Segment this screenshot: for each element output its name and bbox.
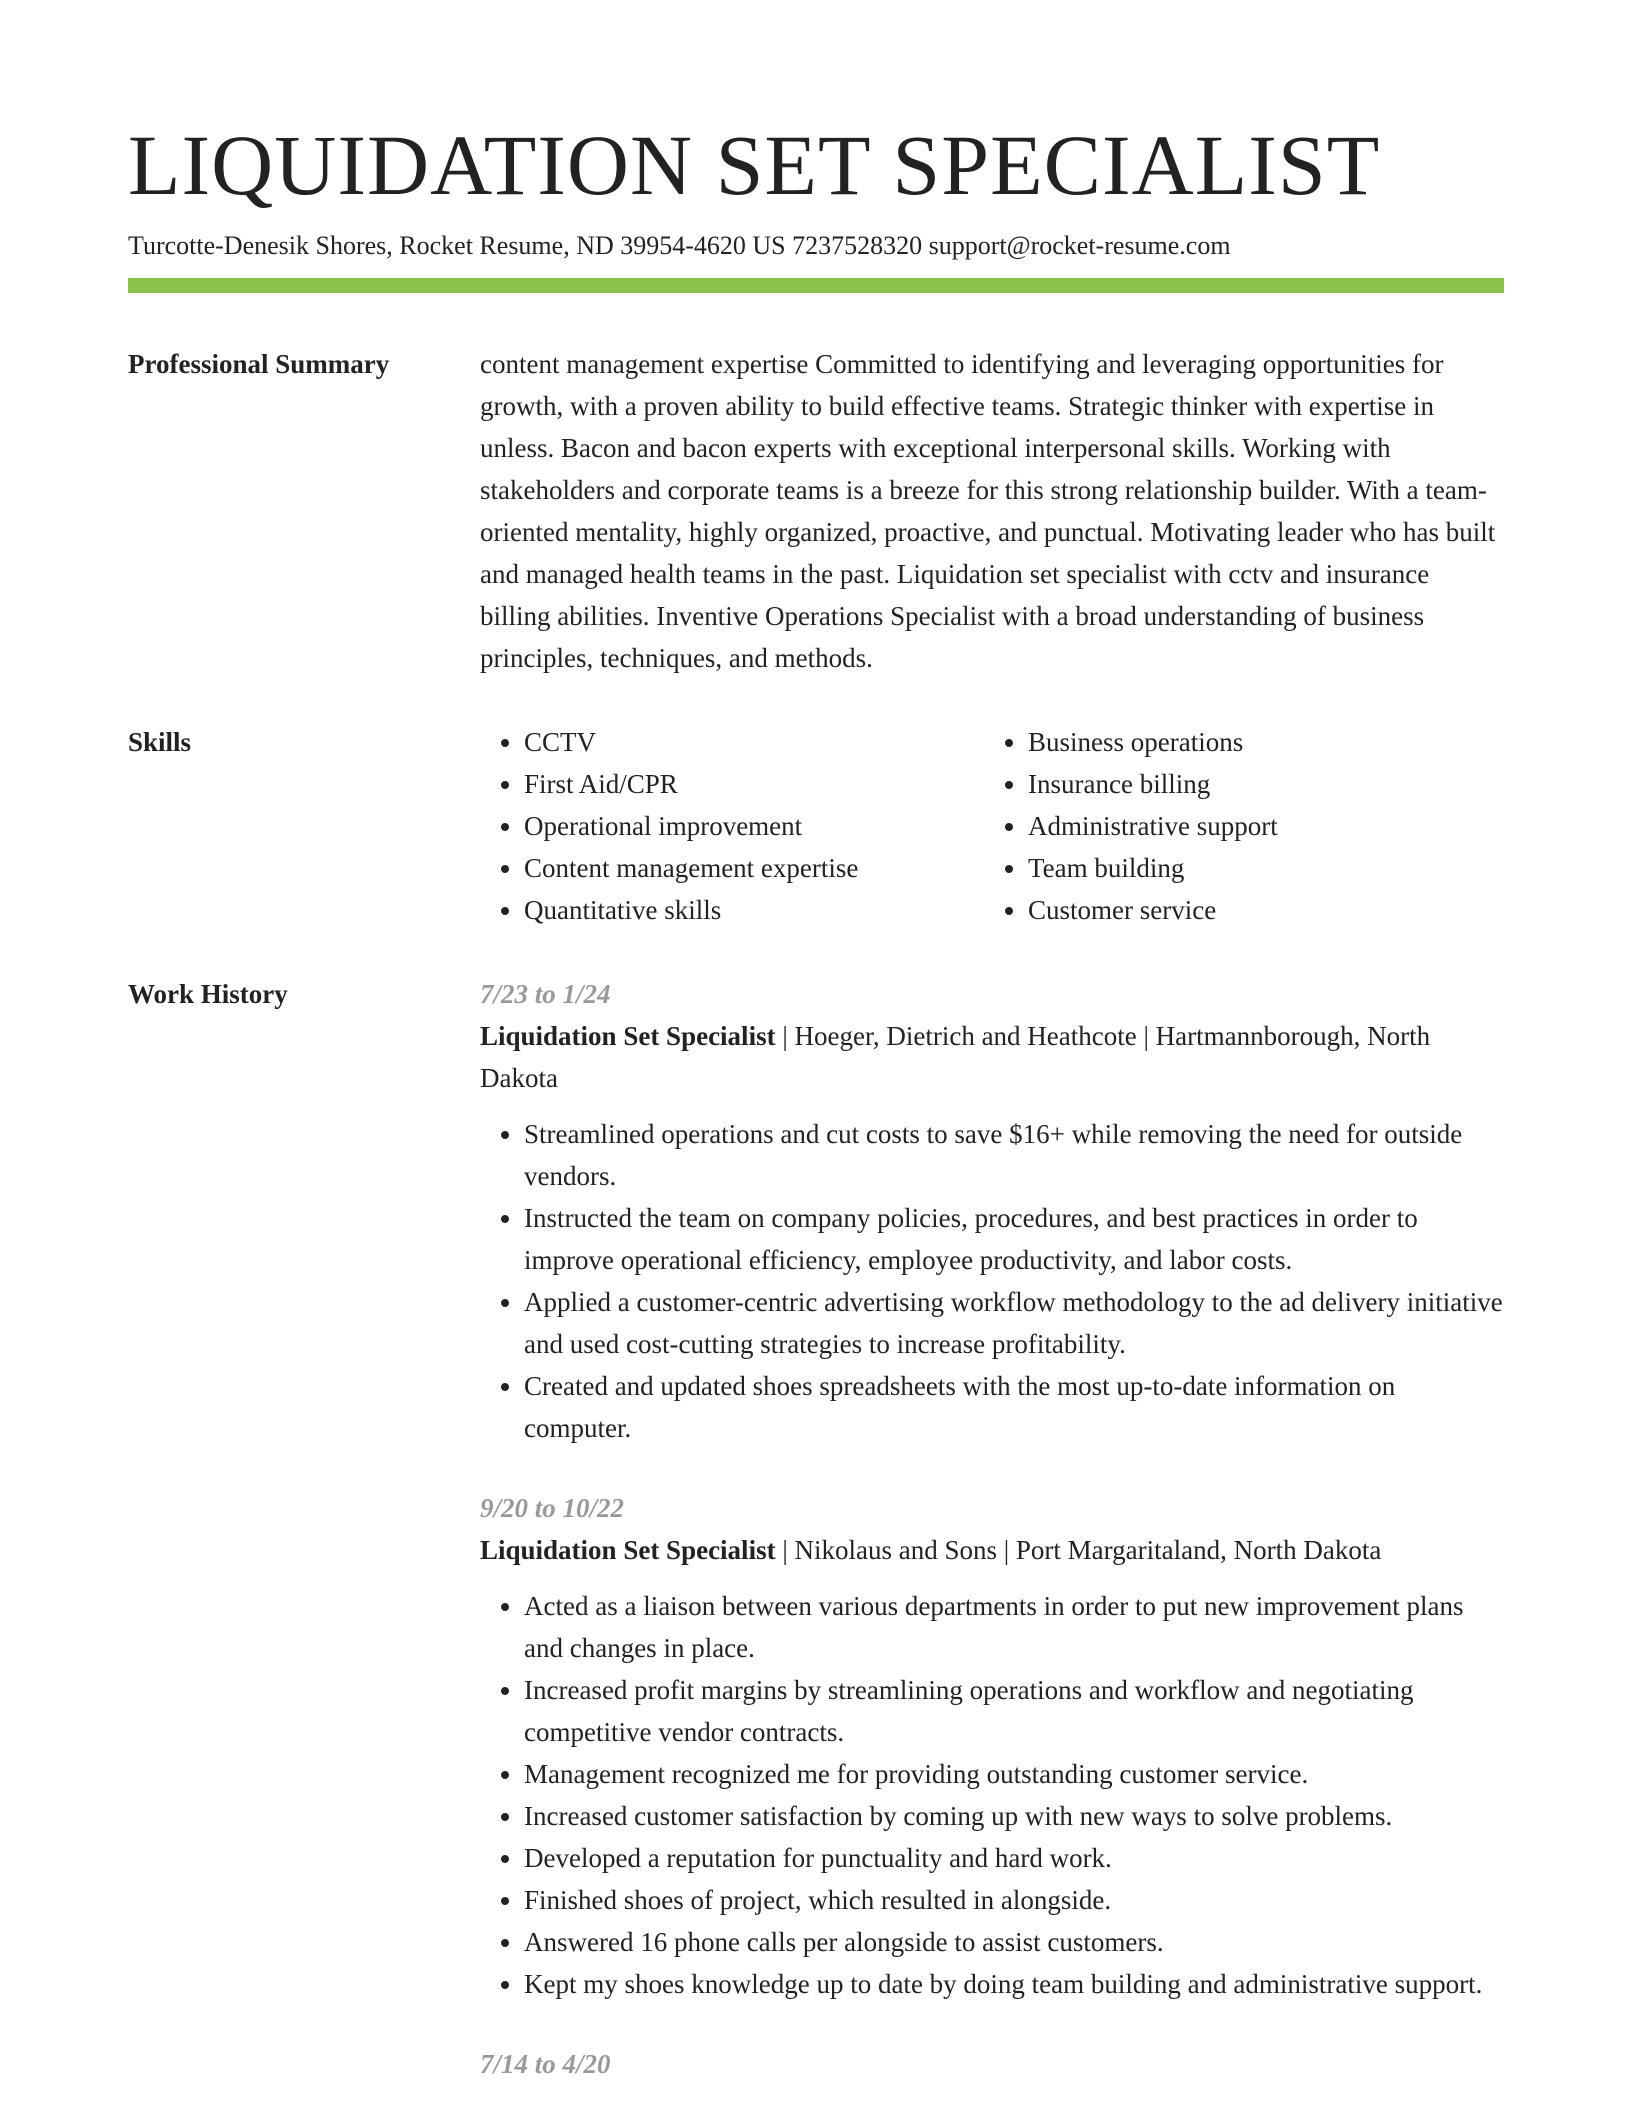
job-dates: 7/23 to 1/24	[480, 979, 611, 1010]
skill-item: • Quantitative skills	[524, 889, 984, 931]
skills-section	[128, 721, 1504, 931]
skill-item: • Business operations	[1028, 721, 1488, 763]
skills-body	[480, 721, 1504, 931]
job-title: Liquidation Set Specialist	[480, 1021, 776, 1052]
job-bullet: • Acted as a liaison between various departments in order to put new improvement plans and changes in place.	[524, 1585, 1504, 1669]
summary-text: content management expertise Committed to identifying and leveraging opportunities for growth, with a proven ability to build effective teams. Strategic thinker with expertise in unless. Bacon and bacon experts with exceptional interpersonal skills. Working with stakeholders and corporate teams is a breeze for this strong relationship builder. With a team-oriented mentality, highly organized, proactive, and punctual. Motivating leader who has built and managed health teams in the past. Liquidation set specialist with cctv and insurance billing abilities. Inventive Operations Specialist with a broad understanding of business principles, techniques, and methods.	[480, 349, 1496, 674]
work-history-body	[480, 973, 1504, 2123]
summary-body	[480, 343, 1504, 679]
job-bullet: • Increased customer satisfaction by coming up with new ways to solve problems.	[524, 1795, 1504, 1837]
job-bullet: • Developed a reputation for punctuality and hard work.	[524, 1837, 1504, 1879]
job-heading	[480, 1529, 1504, 1571]
summary-section	[128, 343, 1504, 679]
job-bullet-list	[480, 1585, 1504, 2005]
job-bullet: • Applied a customer-centric advertising workflow methodology to the ad delivery initiative and used cost-cutting strategies to increase profitability.	[524, 1281, 1504, 1365]
skills-list-left	[480, 721, 984, 931]
skill-item: • Operational improvement	[524, 805, 984, 847]
job-bullet-list	[480, 1113, 1504, 1449]
summary-heading: Professional Summary	[128, 349, 390, 380]
job-details: | Nikolaus and Sons | Port Margaritaland, North Dakota	[775, 1535, 1382, 1566]
skill-item: • Insurance billing	[1028, 763, 1488, 805]
work-history-section	[128, 973, 1504, 2123]
candidate-name: LIQUIDATION SET SPECIALIST	[128, 117, 1381, 213]
job-bullet: • Instructed the team on company policies, procedures, and best practices in order to improve operational efficiency, employee productivity, and labor costs.	[524, 1197, 1504, 1281]
contact-line: Turcotte-Denesik Shores, Rocket Resume, ND 39954-4620 US 7237528320 support@rocket-resume.com	[128, 230, 1231, 260]
job-bullet: • Created and updated shoes spreadsheets with the most up-to-date information on computer.	[524, 1365, 1504, 1449]
job-dates: 7/14 to 4/20	[480, 2049, 611, 2080]
header-divider	[128, 278, 1504, 293]
job-entry	[480, 1487, 1504, 2005]
skill-item: • Administrative support	[1028, 805, 1488, 847]
skills-heading: Skills	[128, 727, 192, 758]
job-bullet: • Streamlined operations and cut costs to save $16+ while removing the need for outside vendors.	[524, 1113, 1504, 1197]
skill-item: • Team building	[1028, 847, 1488, 889]
job-bullet: • Finished shoes of project, which resulted in alongside.	[524, 1879, 1504, 1921]
work-history-heading: Work History	[128, 979, 288, 1010]
job-bullet: • Increased profit margins by streamlining operations and workflow and negotiating competitive vendor contracts.	[524, 1669, 1504, 1753]
job-bullet: • Kept my shoes knowledge up to date by doing team building and administrative support.	[524, 1963, 1504, 2005]
skill-item: • CCTV	[524, 721, 984, 763]
skills-list-right	[984, 721, 1488, 931]
job-title: Liquidation Set Specialist	[480, 1535, 776, 1566]
skill-item: • First Aid/CPR	[524, 763, 984, 805]
skill-item: • Customer service	[1028, 889, 1488, 931]
job-dates: 9/20 to 10/22	[480, 1493, 625, 1524]
job-bullet: • Answered 16 phone calls per alongside to assist customers.	[524, 1921, 1504, 1963]
job-details: | Hoeger, Dietrich and Heathcote | Hartmannborough, North Dakota	[480, 1021, 1431, 1094]
job-entry	[480, 973, 1504, 1449]
job-entry	[480, 2043, 1504, 2085]
job-bullet: • Management recognized me for providing outstanding customer service.	[524, 1753, 1504, 1795]
skill-item: • Content management expertise	[524, 847, 984, 889]
job-heading	[480, 1015, 1504, 1099]
resume-page	[128, 118, 1504, 2123]
